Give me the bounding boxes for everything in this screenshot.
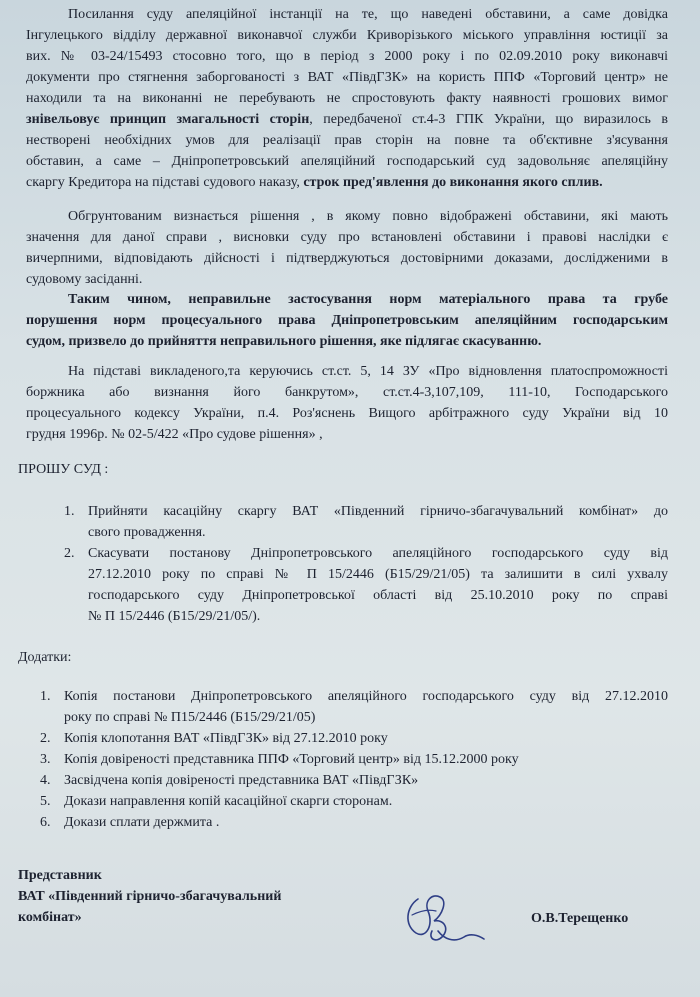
request-1-line-2: свого провадження. [88,525,206,540]
p4-line-3: процесуального кодексу України, п.4. Роз'яснень Вищого арбітражного суду України від 10 [26,406,668,421]
signatory-title-line-3: комбінат» [18,910,82,925]
handwritten-signature [398,885,488,955]
p1-line-9-bold: строк пред'явлення до виконання якого сплив. [303,175,603,190]
p3-line-3: судом, призвело до прийняття неправильного рішення, яке підлягає скасуванню. [26,334,542,349]
p1-line-9-plain: скаргу Кредитора на підставі судового наказу, [26,175,304,190]
p1-line-9 [26,172,603,193]
request-1-number: 1. [64,504,75,519]
signatory-title-line-1: Представник [18,868,102,883]
attachment-5-line-1: Докази направлення копій касаційної скарги сторонам. [64,794,393,809]
attachment-4-line-1: Засвідчена копія довіреності представника ВАТ «ПівдГЗК» [64,773,419,788]
attachment-3-line-1: Копія довіреності представника ППФ «Торговий центр» від 15.12.2000 року [64,752,519,767]
attachment-2-line-1: Копія клопотання ВАТ «ПівдГЗК» від 27.12.2010 року [64,731,388,746]
p4-line-1: На підставі викладеного,та керуючись ст.ст. 5, 14 ЗУ «Про відновлення платоспроможності [68,364,668,379]
p1-line-6-rest: , передбаченої ст.4-3 ГПК України, що виразилось в [309,112,668,127]
p2-line-3: вичерпними, відповідають дійсності і підтверджуються достовірними доказами, дослідженими в [26,251,668,266]
attachment-6-number: 6. [40,815,51,830]
attachment-1-number: 1. [40,689,51,704]
attachment-5-number: 5. [40,794,51,809]
p1-line-3: вих. № 03-24/15493 стосовно того, що в період з 2000 року і по 02.09.2010 року виконавчі [26,49,668,64]
attachment-4-number: 4. [40,773,51,788]
p1-line-2: Інгулецького відділу державної виконавчої служби Криворізького міського управління юстиції за [26,28,668,43]
attachment-3-number: 3. [40,752,51,767]
attachment-1-line-1: Копія постанови Дніпропетровського апеляційного господарського суду від 27.12.2010 [64,689,668,704]
request-1-line-1: Прийняти касаційну скаргу ВАТ «Південний гірничо-збагачувальний комбінат» до [88,504,668,519]
p1-line-5: находили та на виконанні не перебувають не спростовують факту наявності грошових вимог [26,91,668,106]
p3-line-1: Таким чином, неправильне застосування норм матеріального права та грубе [68,292,668,307]
attachments-heading: Додатки: [18,650,72,665]
p1-line-6 [26,109,668,130]
signatory-name: О.В.Терещенко [531,911,629,926]
request-2-number: 2. [64,546,75,561]
request-2-line-4: № П 15/2446 (Б15/29/21/05/). [88,609,261,624]
p1-line-8: обставин, а саме – Дніпропетровський апеляційний господарський суд задовольняє апеляційну [26,154,668,169]
request-2-line-3: господарського суду Дніпропетровської області від 25.10.2010 року по справі [88,588,668,603]
p1-line-1: Посилання суду апеляційної інстанції на те, що наведені обставини, а саме довідка [68,7,668,22]
attachment-6-line-1: Докази сплати держмита . [64,815,220,830]
request-2-line-1: Скасувати постанову Дніпропетровського апеляційного господарського суду від [88,546,668,561]
attachment-1-line-2: року по справі № П15/2446 (Б15/29/21/05) [64,710,316,725]
p2-line-4: судовому засіданні. [26,272,143,287]
p1-line-7: нестворені необхідних умов для реалізації прав сторін на повне та об'єктивне з'ясування [26,133,668,148]
request-heading: ПРОШУ СУД : [18,462,109,477]
request-2-line-2: 27.12.2010 року по справі № П 15/2446 (Б15/29/21/05) та залишити в силі ухвалу [88,567,668,582]
p2-line-2: значення для даної справи , висновки суду про встановлені обставини і правові наслідки є [26,230,668,245]
p2-line-1: Обгрунтованим визнається рішення , в якому повно відображені обставини, які мають [68,209,668,224]
p3-line-2: порушення норм процесуального права Дніпропетровським апеляційним господарським [26,313,668,328]
p1-line-6-bold: знівельовує принцип змагальності сторін [26,112,310,127]
p4-line-2: боржника або визнання його банкрутом», ст.ст.4-3,107,109, 111-10, Господарського [26,385,668,400]
p1-line-4: документи про стягнення заборгованості з ВАТ «ПівдГЗК» на користь ППФ «Торговий центр» не [26,70,668,85]
p4-line-4: грудня 1996р. № 02-5/422 «Про судове рішення» , [26,427,323,442]
attachment-2-number: 2. [40,731,51,746]
signatory-title-line-2: ВАТ «Південний гірничо-збагачувальний [18,889,282,904]
